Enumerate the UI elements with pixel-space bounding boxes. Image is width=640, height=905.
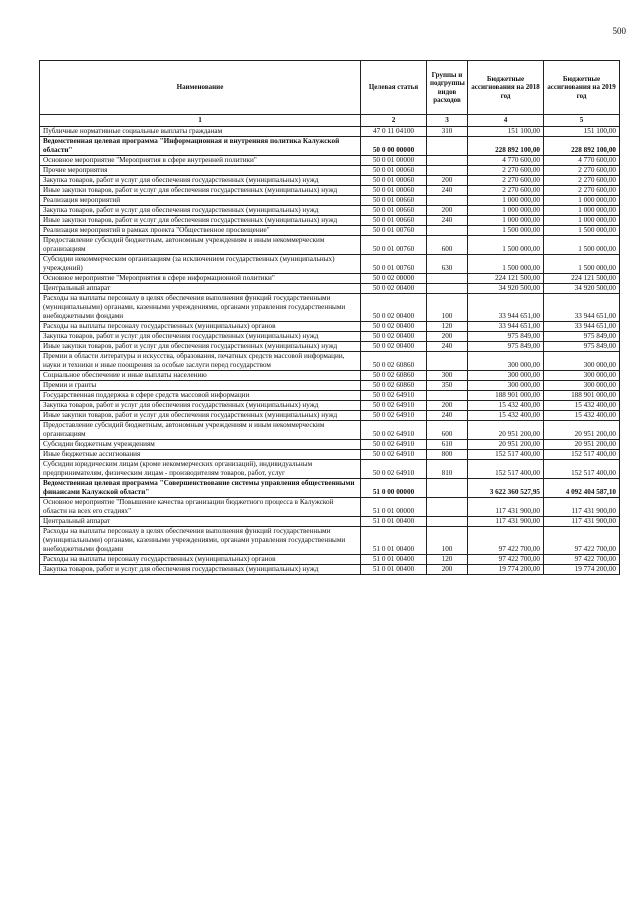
row-code-cell: 50 0 01 00760 bbox=[361, 255, 427, 274]
header-year-2018: Бюджетные ассигнования на 2018 год bbox=[468, 61, 544, 115]
column-number-row bbox=[40, 115, 620, 127]
row-2018-value-cell: 97 422 700,00 bbox=[468, 527, 544, 555]
row-group-cell: 120 bbox=[427, 322, 468, 332]
row-2018-value-cell: 97 422 700,00 bbox=[468, 555, 544, 565]
row-group-cell bbox=[427, 352, 468, 371]
row-group-cell bbox=[427, 274, 468, 284]
row-name-cell: Закупка товаров, работ и услуг для обеспечения государственных (муниципальных) нужд bbox=[40, 332, 361, 342]
row-2019-value-cell: 20 951 200,00 bbox=[544, 421, 620, 440]
row-2019-value-cell: 117 431 900,00 bbox=[544, 498, 620, 517]
row-name-cell: Субсидии бюджетным учреждениям bbox=[40, 440, 361, 450]
row-name-cell: Центральный аппарат bbox=[40, 517, 361, 527]
row-group-cell bbox=[427, 498, 468, 517]
row-2019-value-cell: 151 100,00 bbox=[544, 127, 620, 137]
row-2018-value-cell: 34 920 500,00 bbox=[468, 284, 544, 294]
row-name-cell: Основное мероприятие "Мероприятия в сфере информационной политики" bbox=[40, 274, 361, 284]
row-name-cell: Расходы на выплаты персоналу государственных (муниципальных) органов bbox=[40, 322, 361, 332]
row-2018-value-cell: 188 901 000,00 bbox=[468, 391, 544, 401]
row-2019-value-cell: 152 517 400,00 bbox=[544, 460, 620, 479]
row-2019-value-cell: 34 920 500,00 bbox=[544, 284, 620, 294]
row-2019-value-cell: 1 000 000,00 bbox=[544, 206, 620, 216]
table-row bbox=[40, 255, 620, 274]
row-code-cell: 50 0 02 60860 bbox=[361, 352, 427, 371]
row-2019-value-cell: 300 000,00 bbox=[544, 381, 620, 391]
row-2018-value-cell: 1 000 000,00 bbox=[468, 196, 544, 206]
row-group-cell: 810 bbox=[427, 460, 468, 479]
row-2018-value-cell: 20 951 200,00 bbox=[468, 421, 544, 440]
row-2018-value-cell: 2 270 600,00 bbox=[468, 166, 544, 176]
row-group-cell bbox=[427, 284, 468, 294]
row-group-cell bbox=[427, 156, 468, 166]
row-2018-value-cell: 33 944 651,00 bbox=[468, 322, 544, 332]
row-group-cell: 600 bbox=[427, 236, 468, 255]
row-group-cell: 200 bbox=[427, 401, 468, 411]
table-row bbox=[40, 137, 620, 156]
table-row bbox=[40, 186, 620, 196]
row-2019-value-cell: 1 500 000,00 bbox=[544, 226, 620, 236]
row-code-cell: 50 0 02 00400 bbox=[361, 322, 427, 332]
row-2019-value-cell: 15 432 400,00 bbox=[544, 411, 620, 421]
row-name-cell: Иные закупки товаров, работ и услуг для обеспечения государственных (муниципальных) нужд bbox=[40, 216, 361, 226]
row-2018-value-cell: 975 849,00 bbox=[468, 332, 544, 342]
row-name-cell: Закупка товаров, работ и услуг для обеспечения государственных (муниципальных) нужд bbox=[40, 206, 361, 216]
row-name-cell: Центральный аппарат bbox=[40, 284, 361, 294]
row-2018-value-cell: 300 000,00 bbox=[468, 381, 544, 391]
row-name-cell: Расходы на выплаты персоналу в целях обеспечения выполнения функций государственными (муниципальными) органами, казенными учреждениями, органами управления государственными внебюджетными фондами bbox=[40, 294, 361, 322]
row-code-cell: 50 0 02 64910 bbox=[361, 391, 427, 401]
table-row bbox=[40, 401, 620, 411]
row-2018-value-cell: 20 951 200,00 bbox=[468, 440, 544, 450]
row-2018-value-cell: 4 770 600,00 bbox=[468, 156, 544, 166]
row-2018-value-cell: 300 000,00 bbox=[468, 371, 544, 381]
row-2019-value-cell: 1 000 000,00 bbox=[544, 216, 620, 226]
row-2019-value-cell: 33 944 651,00 bbox=[544, 294, 620, 322]
row-2019-value-cell: 224 121 500,00 bbox=[544, 274, 620, 284]
row-code-cell: 51 0 00 00000 bbox=[361, 479, 427, 498]
row-2018-value-cell: 15 432 400,00 bbox=[468, 401, 544, 411]
row-name-cell: Основное мероприятие "Мероприятия в сфере внутренней политики" bbox=[40, 156, 361, 166]
row-group-cell: 200 bbox=[427, 565, 468, 575]
row-2018-value-cell: 19 774 200,00 bbox=[468, 565, 544, 575]
row-name-cell: Основное мероприятие "Повышение качества организации бюджетного процесса в Калужской области на всех его стадиях" bbox=[40, 498, 361, 517]
table-row bbox=[40, 381, 620, 391]
row-name-cell: Ведомственная целевая программа "Совершенствование системы управления общественными финансами Калужской области" bbox=[40, 479, 361, 498]
row-name-cell: Расходы на выплаты персоналу государственных (муниципальных) органов bbox=[40, 555, 361, 565]
row-code-cell: 50 0 01 00760 bbox=[361, 236, 427, 255]
row-2019-value-cell: 2 270 600,00 bbox=[544, 176, 620, 186]
column-number: 5 bbox=[544, 115, 620, 127]
header-group: Группы и подгруппы видов расходов bbox=[427, 61, 468, 115]
row-code-cell: 50 0 00 00000 bbox=[361, 137, 427, 156]
table-row bbox=[40, 294, 620, 322]
row-group-cell: 120 bbox=[427, 555, 468, 565]
table-row bbox=[40, 206, 620, 216]
row-name-cell: Премии в области литературы и искусства, образования, печатных средств массовой информации, науки и техники и иные поощрения за особые заслуги перед государством bbox=[40, 352, 361, 371]
table-row bbox=[40, 196, 620, 206]
row-2018-value-cell: 117 431 900,00 bbox=[468, 517, 544, 527]
row-name-cell: Закупка товаров, работ и услуг для обеспечения государственных (муниципальных) нужд bbox=[40, 176, 361, 186]
row-group-cell: 240 bbox=[427, 411, 468, 421]
column-number: 4 bbox=[468, 115, 544, 127]
table-row bbox=[40, 216, 620, 226]
row-name-cell: Премии и гранты bbox=[40, 381, 361, 391]
row-2018-value-cell: 33 944 651,00 bbox=[468, 294, 544, 322]
table-row bbox=[40, 166, 620, 176]
table-row bbox=[40, 127, 620, 137]
row-2019-value-cell: 152 517 400,00 bbox=[544, 450, 620, 460]
table-row bbox=[40, 332, 620, 342]
row-group-cell bbox=[427, 226, 468, 236]
column-number: 3 bbox=[427, 115, 468, 127]
row-2019-value-cell: 1 500 000,00 bbox=[544, 255, 620, 274]
row-2019-value-cell: 300 000,00 bbox=[544, 352, 620, 371]
row-group-cell: 240 bbox=[427, 186, 468, 196]
row-name-cell: Государственная поддержка в сфере средств массовой информации bbox=[40, 391, 361, 401]
row-name-cell: Социальное обеспечение и иные выплаты населению bbox=[40, 371, 361, 381]
page-number: 500 bbox=[612, 26, 626, 36]
row-name-cell: Закупка товаров, работ и услуг для обеспечения государственных (муниципальных) нужд bbox=[40, 401, 361, 411]
row-group-cell: 610 bbox=[427, 440, 468, 450]
row-group-cell: 200 bbox=[427, 206, 468, 216]
table-row bbox=[40, 371, 620, 381]
row-2019-value-cell: 4 770 600,00 bbox=[544, 156, 620, 166]
row-name-cell: Реализация мероприятий в рамках проекта "Общественное просвещение" bbox=[40, 226, 361, 236]
table-row bbox=[40, 440, 620, 450]
row-code-cell: 47 0 11 04100 bbox=[361, 127, 427, 137]
row-code-cell: 50 0 01 00060 bbox=[361, 186, 427, 196]
row-2018-value-cell: 1 500 000,00 bbox=[468, 236, 544, 255]
row-name-cell: Субсидии некоммерческим организациям (за исключением государственных (муниципальных) учреждений) bbox=[40, 255, 361, 274]
row-2019-value-cell: 97 422 700,00 bbox=[544, 555, 620, 565]
row-group-cell: 200 bbox=[427, 332, 468, 342]
row-code-cell: 50 0 02 60860 bbox=[361, 381, 427, 391]
row-name-cell: Иные закупки товаров, работ и услуг для обеспечения государственных (муниципальных) нужд bbox=[40, 186, 361, 196]
row-2019-value-cell: 19 774 200,00 bbox=[544, 565, 620, 575]
table-row bbox=[40, 352, 620, 371]
row-2018-value-cell: 3 622 360 527,95 bbox=[468, 479, 544, 498]
row-2019-value-cell: 2 270 600,00 bbox=[544, 186, 620, 196]
row-2018-value-cell: 117 431 900,00 bbox=[468, 498, 544, 517]
row-group-cell bbox=[427, 479, 468, 498]
table-header-row bbox=[40, 61, 620, 115]
row-code-cell: 50 0 02 00400 bbox=[361, 342, 427, 352]
row-code-cell: 50 0 02 64910 bbox=[361, 411, 427, 421]
table-row bbox=[40, 156, 620, 166]
row-2019-value-cell: 975 849,00 bbox=[544, 332, 620, 342]
row-code-cell: 50 0 02 64910 bbox=[361, 401, 427, 411]
row-name-cell: Публичные нормативные социальные выплаты гражданам bbox=[40, 127, 361, 137]
table-row bbox=[40, 555, 620, 565]
row-2019-value-cell: 1 000 000,00 bbox=[544, 196, 620, 206]
budget-table bbox=[39, 60, 620, 575]
row-name-cell: Предоставление субсидий бюджетным, автономным учреждениям и иным некоммерческим организациям bbox=[40, 421, 361, 440]
row-code-cell: 50 0 02 64910 bbox=[361, 460, 427, 479]
row-name-cell: Закупка товаров, работ и услуг для обеспечения государственных (муниципальных) нужд bbox=[40, 565, 361, 575]
row-2019-value-cell: 15 432 400,00 bbox=[544, 401, 620, 411]
row-group-cell: 200 bbox=[427, 176, 468, 186]
row-2019-value-cell: 97 422 700,00 bbox=[544, 527, 620, 555]
row-code-cell: 50 0 02 00400 bbox=[361, 332, 427, 342]
row-group-cell: 350 bbox=[427, 381, 468, 391]
row-name-cell: Субсидии юридическим лицам (кроме некоммерческих организаций), индивидуальным предпринимателям, физическим лицам - производителям товаров, работ, услуг bbox=[40, 460, 361, 479]
row-2018-value-cell: 1 500 000,00 bbox=[468, 255, 544, 274]
row-code-cell: 51 0 01 00400 bbox=[361, 565, 427, 575]
row-name-cell: Иные закупки товаров, работ и услуг для обеспечения государственных (муниципальных) нужд bbox=[40, 342, 361, 352]
table-row bbox=[40, 274, 620, 284]
row-group-cell bbox=[427, 196, 468, 206]
row-code-cell: 50 0 02 00400 bbox=[361, 294, 427, 322]
row-name-cell: Расходы на выплаты персоналу в целях обеспечения выполнения функций государственными (муниципальными) органами, казенными учреждениями, органами управления государственными внебюджетными фондами bbox=[40, 527, 361, 555]
row-2019-value-cell: 228 892 100,00 bbox=[544, 137, 620, 156]
row-name-cell: Иные бюджетные ассигнования bbox=[40, 450, 361, 460]
header-code: Целевая статья bbox=[361, 61, 427, 115]
table-row bbox=[40, 411, 620, 421]
row-2018-value-cell: 152 517 400,00 bbox=[468, 450, 544, 460]
table-body bbox=[40, 127, 620, 575]
table-row bbox=[40, 226, 620, 236]
column-number: 2 bbox=[361, 115, 427, 127]
row-group-cell: 300 bbox=[427, 371, 468, 381]
row-2018-value-cell: 151 100,00 bbox=[468, 127, 544, 137]
row-name-cell: Предоставление субсидий бюджетным, автономным учреждениям и иным некоммерческим организациям bbox=[40, 236, 361, 255]
row-code-cell: 50 0 01 00060 bbox=[361, 176, 427, 186]
row-2018-value-cell: 152 517 400,00 bbox=[468, 460, 544, 479]
row-group-cell bbox=[427, 517, 468, 527]
row-code-cell: 50 0 01 00660 bbox=[361, 216, 427, 226]
row-name-cell: Иные закупки товаров, работ и услуг для обеспечения государственных (муниципальных) нужд bbox=[40, 411, 361, 421]
row-code-cell: 50 0 01 00760 bbox=[361, 226, 427, 236]
row-group-cell: 100 bbox=[427, 294, 468, 322]
header-year-2019: Бюджетные ассигнования на 2019 год bbox=[544, 61, 620, 115]
row-code-cell: 51 0 01 00000 bbox=[361, 498, 427, 517]
row-2019-value-cell: 300 000,00 bbox=[544, 371, 620, 381]
table-row bbox=[40, 517, 620, 527]
row-code-cell: 50 0 02 00000 bbox=[361, 274, 427, 284]
table-row bbox=[40, 236, 620, 255]
row-code-cell: 50 0 01 00060 bbox=[361, 166, 427, 176]
row-2018-value-cell: 2 270 600,00 bbox=[468, 176, 544, 186]
row-group-cell: 240 bbox=[427, 216, 468, 226]
row-group-cell bbox=[427, 137, 468, 156]
row-group-cell: 630 bbox=[427, 255, 468, 274]
row-code-cell: 50 0 02 00400 bbox=[361, 284, 427, 294]
row-group-cell: 310 bbox=[427, 127, 468, 137]
row-code-cell: 50 0 02 64910 bbox=[361, 421, 427, 440]
row-2019-value-cell: 20 951 200,00 bbox=[544, 440, 620, 450]
header-name: Наименование bbox=[40, 61, 361, 115]
table-row bbox=[40, 176, 620, 186]
row-code-cell: 50 0 01 00660 bbox=[361, 196, 427, 206]
row-2019-value-cell: 1 500 000,00 bbox=[544, 236, 620, 255]
row-2019-value-cell: 188 901 000,00 bbox=[544, 391, 620, 401]
table-row bbox=[40, 460, 620, 479]
row-name-cell: Прочие мероприятия bbox=[40, 166, 361, 176]
row-code-cell: 50 0 02 64910 bbox=[361, 440, 427, 450]
table-row bbox=[40, 421, 620, 440]
row-2018-value-cell: 1 000 000,00 bbox=[468, 216, 544, 226]
table-row bbox=[40, 450, 620, 460]
row-code-cell: 51 0 01 00400 bbox=[361, 527, 427, 555]
row-2018-value-cell: 224 121 500,00 bbox=[468, 274, 544, 284]
row-2018-value-cell: 228 892 100,00 bbox=[468, 137, 544, 156]
row-group-cell: 240 bbox=[427, 342, 468, 352]
table-row bbox=[40, 342, 620, 352]
row-2019-value-cell: 117 431 900,00 bbox=[544, 517, 620, 527]
row-2019-value-cell: 4 092 404 587,10 bbox=[544, 479, 620, 498]
row-2018-value-cell: 2 270 600,00 bbox=[468, 186, 544, 196]
row-name-cell: Реализация мероприятий bbox=[40, 196, 361, 206]
row-2018-value-cell: 975 849,00 bbox=[468, 342, 544, 352]
row-2019-value-cell: 33 944 651,00 bbox=[544, 322, 620, 332]
row-group-cell bbox=[427, 166, 468, 176]
row-code-cell: 51 0 01 00400 bbox=[361, 555, 427, 565]
row-name-cell: Ведомственная целевая программа "Информационная и внутренняя политика Калужской области" bbox=[40, 137, 361, 156]
row-2019-value-cell: 2 270 600,00 bbox=[544, 166, 620, 176]
row-group-cell: 800 bbox=[427, 450, 468, 460]
table-row bbox=[40, 284, 620, 294]
table-row bbox=[40, 322, 620, 332]
row-2018-value-cell: 1 000 000,00 bbox=[468, 206, 544, 216]
row-group-cell bbox=[427, 391, 468, 401]
column-number: 1 bbox=[40, 115, 361, 127]
row-group-cell: 100 bbox=[427, 527, 468, 555]
table-row bbox=[40, 527, 620, 555]
row-2018-value-cell: 1 500 000,00 bbox=[468, 226, 544, 236]
table-row bbox=[40, 498, 620, 517]
row-code-cell: 50 0 02 60860 bbox=[361, 371, 427, 381]
row-group-cell: 600 bbox=[427, 421, 468, 440]
row-2018-value-cell: 300 000,00 bbox=[468, 352, 544, 371]
row-2019-value-cell: 975 849,00 bbox=[544, 342, 620, 352]
table-row bbox=[40, 565, 620, 575]
row-code-cell: 50 0 01 00660 bbox=[361, 206, 427, 216]
row-code-cell: 50 0 02 64910 bbox=[361, 450, 427, 460]
table-row bbox=[40, 391, 620, 401]
row-code-cell: 51 0 01 00400 bbox=[361, 517, 427, 527]
table-row bbox=[40, 479, 620, 498]
row-code-cell: 50 0 01 00000 bbox=[361, 156, 427, 166]
row-2018-value-cell: 15 432 400,00 bbox=[468, 411, 544, 421]
